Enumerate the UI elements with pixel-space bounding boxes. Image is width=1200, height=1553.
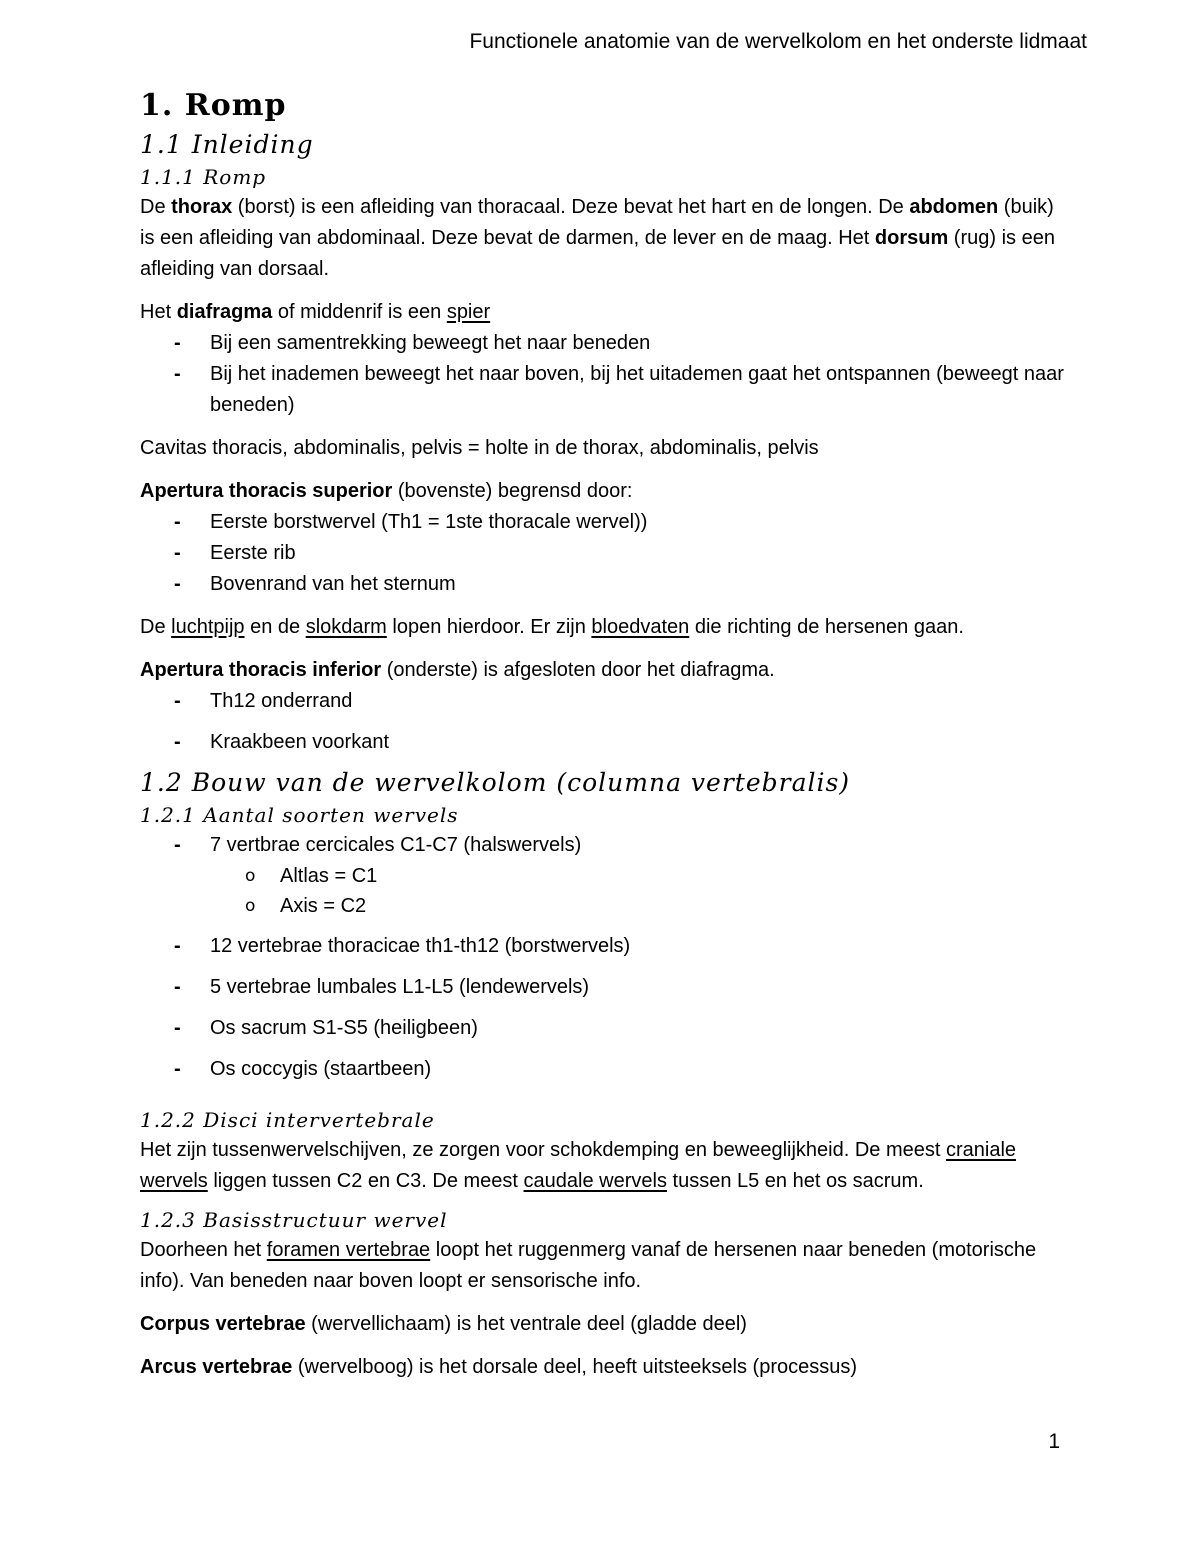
list-item: - Kraakbeen voorkant <box>140 727 1070 758</box>
heading-1-1: 1.1 Inleiding <box>140 130 314 159</box>
page-number: 1 <box>1048 1430 1060 1453</box>
diafragma-list <box>140 328 1070 421</box>
apertura-superior-list <box>140 507 1070 600</box>
list-item: - Os sacrum S1-S5 (heiligbeen) <box>140 1013 1070 1044</box>
list-item: - Bovenrand van het sternum <box>140 569 1070 600</box>
list-item: - Bij een samentrekking beweegt het naar beneden <box>140 328 1070 359</box>
document-body <box>140 84 1070 1383</box>
diafragma-paragraph: Het diafragma of middenrif is een spier <box>140 301 491 323</box>
apertura-superior-paragraph: Apertura thoracis superior (bovenste) begrensd door: <box>140 480 633 502</box>
list-item: - Eerste rib <box>140 538 1070 569</box>
heading-1: 1. Romp <box>140 88 287 123</box>
heading-1-2-3: 1.2.3 Basisstructuur wervel <box>140 1208 448 1232</box>
wervels-list <box>140 830 1070 861</box>
list-item: - Th12 onderrand <box>140 686 1070 717</box>
list-item: - 5 vertebrae lumbales L1-L5 (lendewervels) <box>140 972 1070 1003</box>
running-header: Functionele anatomie van de wervelkolom en het onderste lidmaat <box>469 30 1087 53</box>
luchtpijp-paragraph: De luchtpijp en de slokdarm lopen hierdoor. Er zijn bloedvaten die richting de hersenen gaan. <box>140 616 964 638</box>
heading-1-2-2: 1.2.2 Disci intervertebrale <box>140 1108 435 1132</box>
corpus-paragraph: Corpus vertebrae (wervellichaam) is het ventrale deel (gladde deel) <box>140 1313 747 1335</box>
list-item: - Eerste borstwervel (Th1 = 1ste thoracale wervel)) <box>140 507 1070 538</box>
sub-list-item: o Axis = C2 <box>140 891 1070 921</box>
disci-paragraph: Het zijn tussenwervelschijven, ze zorgen voor schokdemping en beweeglijkheid. De meest craniale wervels liggen tussen C2 en C3. De meest caudale wervels tussen L5 en het os sacrum. <box>140 1139 1017 1192</box>
wervels-list-rest <box>140 931 1070 1085</box>
basisstructuur-paragraph: Doorheen het foramen vertebrae loopt het ruggenmerg vanaf de hersenen naar beneden (motorische info). Van beneden naar boven loopt er sensorische info. <box>140 1239 1037 1292</box>
heading-1-2: 1.2 Bouw van de wervelkolom (columna vertebralis) <box>140 768 851 797</box>
arcus-paragraph: Arcus vertebrae (wervelboog) is het dorsale deel, heeft uitsteeksels (processus) <box>140 1356 858 1378</box>
list-item: - 7 vertbrae cercicales C1-C7 (halswervels) <box>140 830 1070 861</box>
heading-1-2-1: 1.2.1 Aantal soorten wervels <box>140 803 459 827</box>
list-item: - 12 vertebrae thoracicae th1-th12 (borstwervels) <box>140 931 1070 962</box>
list-item: - Os coccygis (staartbeen) <box>140 1054 1070 1085</box>
list-item: - Bij het inademen beweegt het naar boven, bij het uitademen gaat het ontspannen (beweegt naar beneden) <box>140 359 1070 421</box>
cavitas-paragraph: Cavitas thoracis, abdominalis, pelvis = holte in de thorax, abdominalis, pelvis <box>140 437 819 459</box>
apertura-inferior-paragraph: Apertura thoracis inferior (onderste) is afgesloten door het diafragma. <box>140 659 775 681</box>
sub-list-item: o Altlas = C1 <box>140 861 1070 891</box>
romp-paragraph: De thorax (borst) is een afleiding van thoracaal. Deze bevat het hart en de longen. De abdomen (buik) is een afleiding van abdominaal. Deze bevat de darmen, de lever en de maag. Het dorsum (rug) is een afleiding van dorsaal. <box>140 196 1055 280</box>
apertura-inferior-list <box>140 686 1070 758</box>
heading-1-1-1: 1.1.1 Romp <box>140 165 267 189</box>
cervicale-sublist <box>140 861 1070 921</box>
